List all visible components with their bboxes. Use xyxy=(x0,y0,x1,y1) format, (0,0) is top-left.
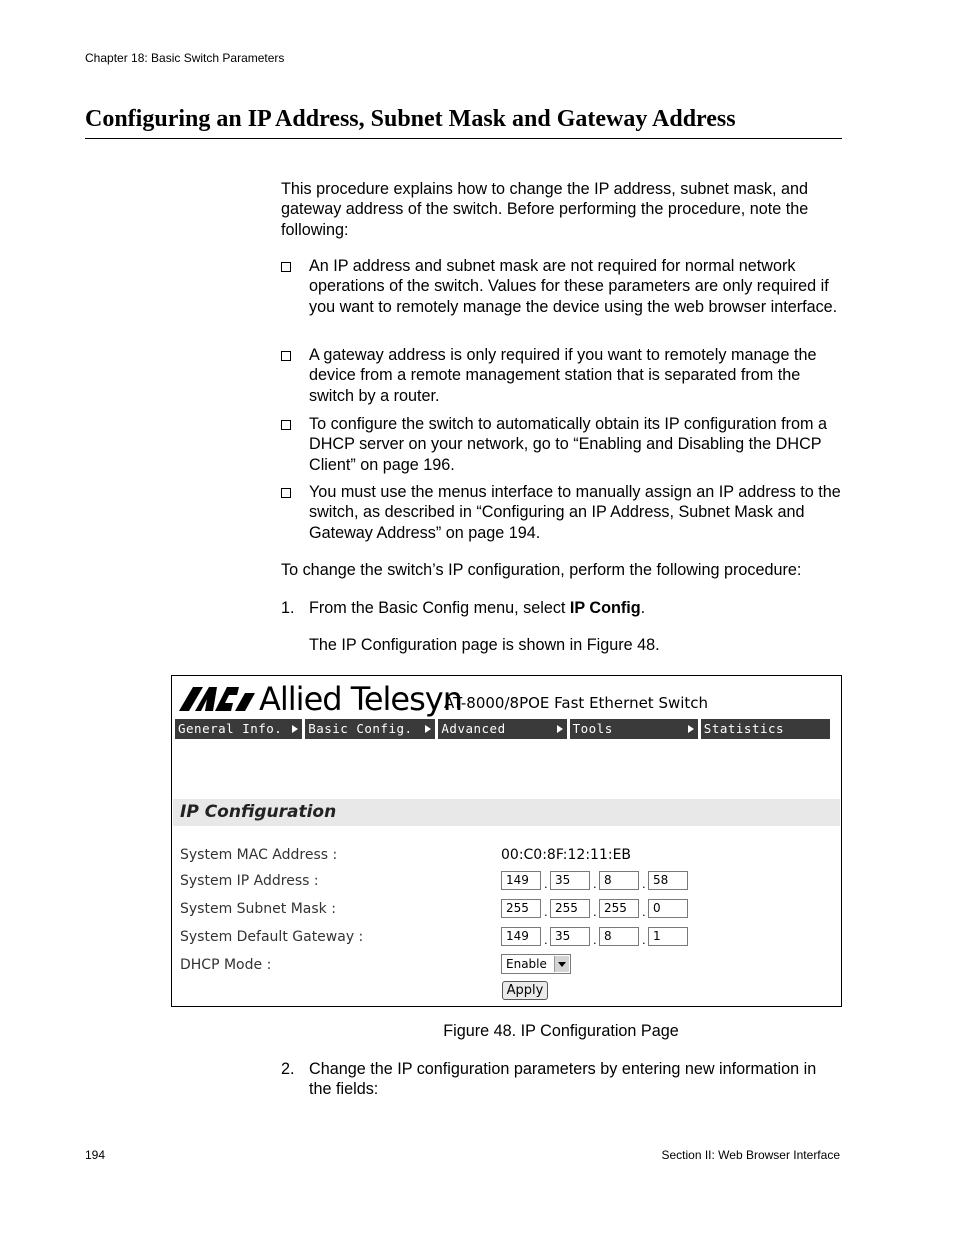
checkbox-bullet-icon xyxy=(281,351,291,361)
bullet-text: A gateway address is only required if you want to remotely manage the device from a remote management station that is separated from the switch by a router. xyxy=(309,346,817,405)
checkbox-bullet-icon xyxy=(281,420,291,430)
ip-octet-1[interactable]: 149 xyxy=(501,871,541,890)
ip-label: System IP Address : xyxy=(180,873,319,889)
mask-octet-3[interactable]: 255 xyxy=(599,899,639,918)
step-number: 2. xyxy=(281,1060,295,1078)
gateway-dot: . xyxy=(642,932,646,947)
product-name: AT-8000/8POE Fast Ethernet Switch xyxy=(444,694,709,712)
step-menu-item: IP Config xyxy=(569,599,641,617)
menu-label: Tools xyxy=(572,721,613,736)
main-menu-bar xyxy=(175,719,830,756)
menu-label: Basic Config. xyxy=(308,721,413,736)
chevron-down-icon[interactable] xyxy=(554,956,569,972)
allied-telesyn-logo-icon xyxy=(179,687,255,711)
bullet-item xyxy=(281,482,843,543)
step-text: Change the IP configuration parameters by entering new information in the fields: xyxy=(309,1060,817,1099)
mask-label: System Subnet Mask : xyxy=(180,901,336,917)
menu-general-info[interactable] xyxy=(175,719,302,739)
running-header: Chapter 18: Basic Switch Parameters xyxy=(85,51,285,65)
section-title: Configuring an IP Address, Subnet Mask and Gateway Address xyxy=(85,106,842,139)
procedure-intro: To change the switch’s IP configuration, perform the following procedure: xyxy=(281,561,802,579)
gateway-octet-2[interactable]: 35 xyxy=(550,927,590,946)
figure-caption: Figure 48. IP Configuration Page xyxy=(443,1022,679,1040)
mask-dot: . xyxy=(642,904,646,919)
mask-octet-4[interactable]: 0 xyxy=(648,899,688,918)
submenu-arrow-icon xyxy=(292,725,298,733)
menu-label: Statistics xyxy=(703,721,785,736)
ip-dot: . xyxy=(642,876,646,891)
submenu-arrow-icon xyxy=(425,725,431,733)
menu-basic-config[interactable] xyxy=(305,719,435,739)
running-footer: Section II: Web Browser Interface xyxy=(661,1148,840,1162)
page-heading: IP Configuration xyxy=(173,799,840,826)
step-text-part: From the Basic Config menu, select xyxy=(309,599,570,617)
ip-octet-3[interactable]: 8 xyxy=(599,871,639,890)
step-number: 1. xyxy=(281,599,295,617)
dhcp-selected-value: Enable xyxy=(506,957,547,971)
menu-tools[interactable] xyxy=(570,719,698,739)
mask-dot: . xyxy=(544,904,548,919)
submenu-arrow-icon xyxy=(688,725,694,733)
bullet-text: You must use the menus interface to manually assign an IP address to the switch, as described in “Configuring an IP Address, Subnet Mask and Gateway Address” on page 194. xyxy=(309,483,841,542)
ip-dot: . xyxy=(593,876,597,891)
ip-config-screenshot xyxy=(171,675,842,1007)
menu-label: Advanced Config. xyxy=(441,721,506,756)
submenu-arrow-icon xyxy=(557,725,563,733)
ip-octet-4[interactable]: 58 xyxy=(648,871,688,890)
apply-button[interactable]: Apply xyxy=(502,981,548,1000)
bullet-item xyxy=(281,345,843,406)
dhcp-label: DHCP Mode : xyxy=(180,957,272,973)
intro-paragraph: This procedure explains how to change the IP address, subnet mask, and gateway address of the switch. Before performing the procedure, note the following: xyxy=(281,180,809,239)
gateway-dot: . xyxy=(593,932,597,947)
bullet-text: To configure the switch to automatically obtain its IP configuration from a DHCP server on your network, go to “Enabling and Disabling the DHCP Client” on page 196. xyxy=(309,415,827,474)
step-text xyxy=(309,598,843,618)
gateway-octet-1[interactable]: 149 xyxy=(501,927,541,946)
bullet-text: An IP address and subnet mask are not required for normal network operations of the switch. Values for these parameters are only required if you want to remotely manage the device using the web browser interface. xyxy=(309,257,838,316)
mask-octet-1[interactable]: 255 xyxy=(501,899,541,918)
gateway-dot: . xyxy=(544,932,548,947)
ip-dot: . xyxy=(544,876,548,891)
brand-name: Allied Telesyn xyxy=(259,680,462,718)
gateway-octet-4[interactable]: 1 xyxy=(648,927,688,946)
bullet-item xyxy=(281,256,843,317)
gateway-octet-3[interactable]: 8 xyxy=(599,927,639,946)
mac-value: 00:C0:8F:12:11:EB xyxy=(501,847,632,863)
page-number: 194 xyxy=(85,1148,106,1162)
checkbox-bullet-icon xyxy=(281,488,291,498)
menu-advanced-config[interactable] xyxy=(438,719,566,756)
gateway-label: System Default Gateway : xyxy=(180,929,364,945)
brand-logo xyxy=(179,679,462,719)
dhcp-mode-select[interactable] xyxy=(501,954,571,974)
mask-octet-2[interactable]: 255 xyxy=(550,899,590,918)
menu-statistics[interactable] xyxy=(701,719,830,739)
step-note: The IP Configuration page is shown in Figure 48. xyxy=(309,636,660,654)
mac-label: System MAC Address : xyxy=(180,847,338,863)
ip-octet-2[interactable]: 35 xyxy=(550,871,590,890)
checkbox-bullet-icon xyxy=(281,262,291,272)
step-text-part: . xyxy=(640,599,646,617)
menu-label: General Info. xyxy=(178,721,283,736)
bullet-item xyxy=(281,414,843,475)
mask-dot: . xyxy=(593,904,597,919)
